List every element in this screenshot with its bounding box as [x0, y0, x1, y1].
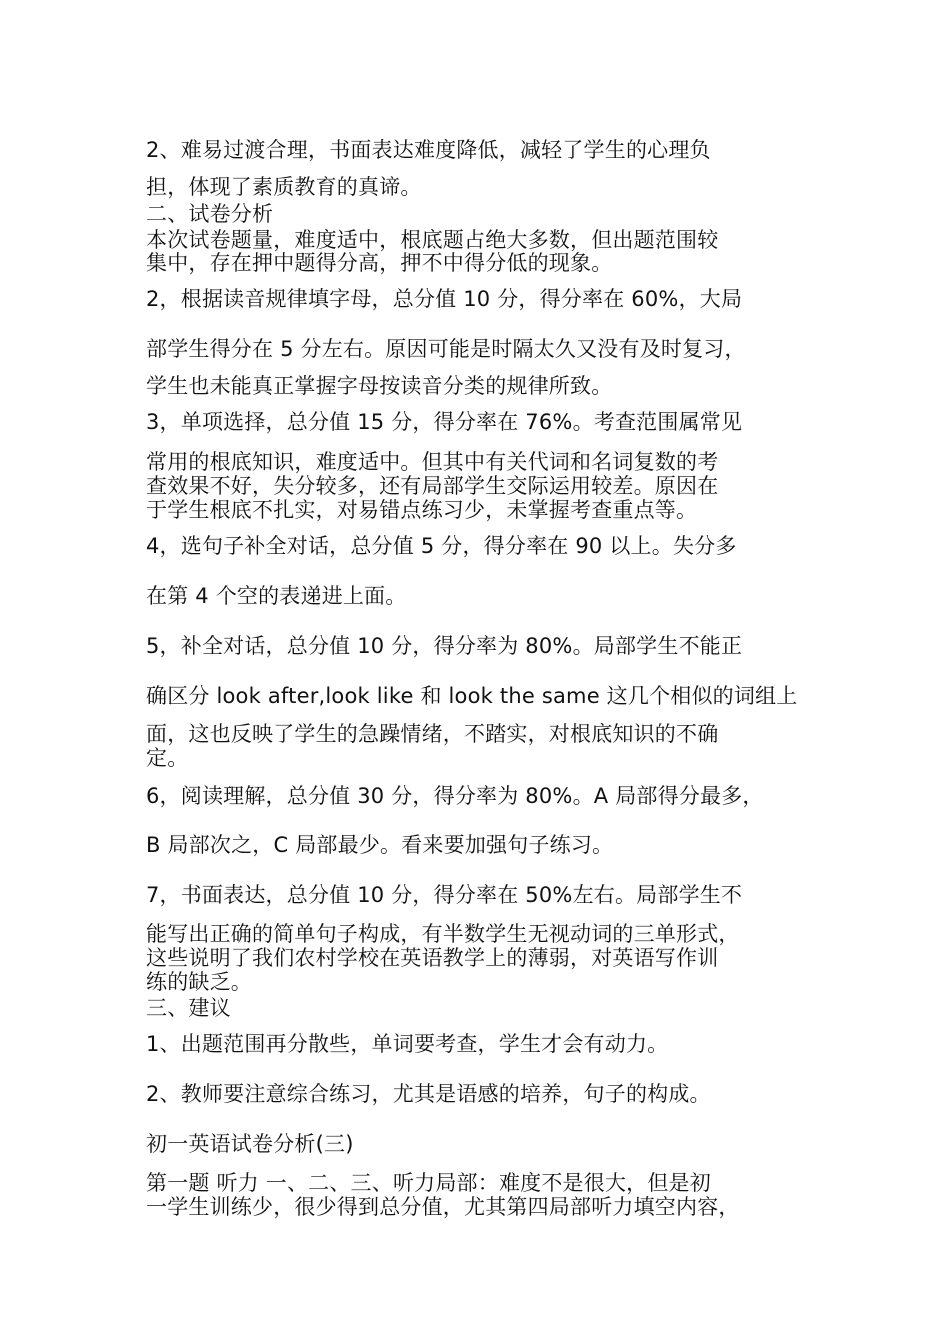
text-line: 2，根据读音规律填字母，总分值 10 分，得分率在 60%，大局 — [146, 287, 743, 311]
text-line: 定。 — [146, 746, 189, 770]
text-line: 常用的根底知识，难度适中。但其中有关代词和名词复数的考 — [146, 450, 719, 474]
text-line: 集中，存在押中题得分高，押不中得分低的现象。 — [146, 251, 613, 275]
section-heading: 三、建议 — [146, 996, 231, 1020]
text-line: 6，阅读理解，总分值 30 分，得分率为 80%。A 局部得分最多， — [146, 784, 764, 808]
text-line: 本次试卷题量，难度适中，根底题占绝大多数，但出题范围较 — [146, 228, 719, 252]
text-line: 2、难易过渡合理，书面表达难度降低，减轻了学生的心理负 — [146, 138, 711, 162]
text-line: 这些说明了我们农村学校在英语教学上的薄弱，对英语写作训 — [146, 946, 719, 970]
text-line: 确区分 look after,look like 和 look the same 这几个相似的词组上 — [146, 684, 798, 708]
text-line: 学生也未能真正掌握字母按读音分类的规律所致。 — [146, 374, 613, 398]
text-line: 在第 4 个空的表递进上面。 — [146, 584, 407, 608]
text-line: 2、教师要注意综合练习，尤其是语感的培养，句子的构成。 — [146, 1082, 711, 1106]
text-line: 部学生得分在 5 分左右。原因可能是时隔太久又没有及时复习， — [146, 337, 746, 361]
text-line: 于学生根底不扎实，对易错点练习少，未掌握考查重点等。 — [146, 498, 698, 522]
text-line: 1、出题范围再分散些，单词要考查，学生才会有动力。 — [146, 1032, 669, 1056]
text-line: 4，选句子补全对话，总分值 5 分，得分率在 90 以上。失分多 — [146, 534, 737, 558]
text-line: 7，书面表达，总分值 10 分，得分率在 50%左右。局部学生不 — [146, 883, 743, 907]
text-line: 练的缺乏。 — [146, 970, 252, 994]
text-line: 面，这也反映了学生的急躁情绪，不踏实，对根底知识的不确 — [146, 722, 719, 746]
text-line: 3，单项选择，总分值 15 分，得分率在 76%。考查范围属常见 — [146, 410, 743, 434]
text-line: 能写出正确的简单句子构成，有半数学生无视动词的三单形式， — [146, 922, 740, 946]
text-line: 5，补全对话，总分值 10 分，得分率为 80%。局部学生不能正 — [146, 634, 743, 658]
section-heading: 二、试卷分析 — [146, 202, 274, 226]
text-line: B 局部次之，C 局部最少。看来要加强句子练习。 — [146, 833, 614, 857]
text-line: 担，体现了素质教育的真谛。 — [146, 175, 422, 199]
text-line: 第一题 听力 一、二、三、听力局部：难度不是很大，但是初 — [146, 1171, 711, 1195]
document-title: 初一英语试卷分析(三) — [146, 1132, 354, 1156]
text-line: 一学生训练少，很少得到总分值，尤其第四局部听力填空内容， — [146, 1195, 740, 1219]
text-line: 查效果不好，失分较多，还有局部学生交际运用较差。原因在 — [146, 474, 719, 498]
